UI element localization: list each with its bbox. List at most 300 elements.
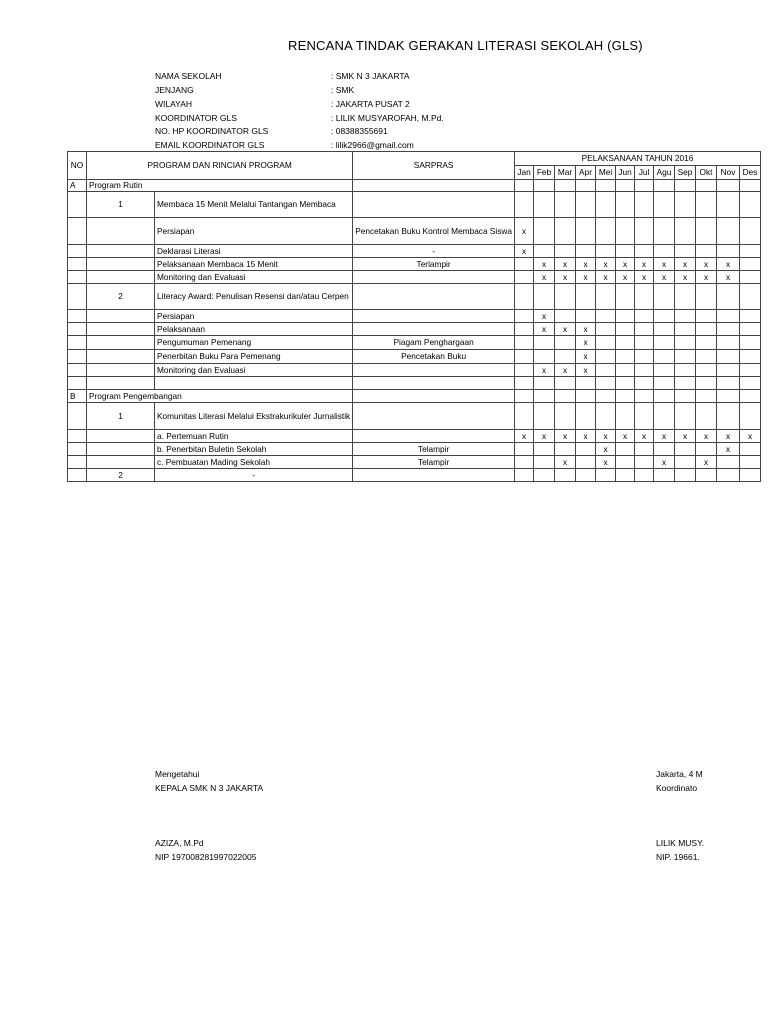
month-cell	[576, 456, 596, 469]
header-sarpras: SARPRAS	[353, 152, 515, 180]
month-cell	[555, 245, 576, 258]
month-cell	[675, 364, 696, 377]
info-value: : LILIK MUSYAROFAH, M.Pd.	[331, 113, 444, 123]
month-cell	[675, 403, 696, 430]
month-cell	[515, 180, 534, 192]
month-cell	[635, 456, 654, 469]
row-number	[68, 443, 87, 456]
sarpras-cell	[353, 180, 515, 192]
month-cell	[740, 377, 761, 390]
month-cell: x	[717, 443, 740, 456]
month-cell	[515, 271, 534, 284]
sarpras-cell: Telampir	[353, 456, 515, 469]
month-cell	[515, 284, 534, 310]
month-cell: x	[635, 430, 654, 443]
table-row	[68, 350, 761, 364]
month-cell	[616, 443, 635, 456]
month-cell	[576, 192, 596, 218]
month-cell	[740, 469, 761, 482]
sarpras-cell: Pencetakan Buku Kontrol Membaca Siswa	[353, 218, 515, 245]
program-label: Persiapan	[155, 218, 353, 245]
month-cell: x	[616, 258, 635, 271]
month-header: Agu	[654, 166, 675, 180]
month-cell	[740, 218, 761, 245]
sarpras-cell	[353, 192, 515, 218]
month-cell	[616, 218, 635, 245]
table-row	[68, 364, 761, 377]
month-cell	[675, 284, 696, 310]
month-cell	[740, 364, 761, 377]
month-cell	[596, 180, 616, 192]
sub-number	[87, 443, 155, 456]
month-cell	[635, 284, 654, 310]
month-cell: x	[576, 258, 596, 271]
month-cell	[534, 336, 555, 350]
month-cell: x	[654, 258, 675, 271]
month-cell: x	[534, 310, 555, 323]
row-number	[68, 323, 87, 336]
month-cell: x	[576, 271, 596, 284]
month-cell	[616, 350, 635, 364]
month-cell	[740, 258, 761, 271]
month-cell	[654, 310, 675, 323]
sarpras-cell: -	[353, 245, 515, 258]
month-cell	[675, 180, 696, 192]
info-value: : JAKARTA PUSAT 2	[331, 99, 410, 109]
month-cell	[635, 218, 654, 245]
document-title: RENCANA TINDAK GERAKAN LITERASI SEKOLAH (GLS)	[288, 38, 643, 53]
month-cell: x	[696, 271, 717, 284]
month-cell	[675, 443, 696, 456]
month-cell	[534, 377, 555, 390]
month-cell	[654, 218, 675, 245]
month-cell	[675, 310, 696, 323]
month-cell: x	[675, 271, 696, 284]
month-cell	[696, 310, 717, 323]
month-cell	[596, 403, 616, 430]
month-cell	[616, 456, 635, 469]
month-cell: x	[654, 271, 675, 284]
sub-number	[87, 456, 155, 469]
month-header: Sep	[675, 166, 696, 180]
sub-number: 1	[87, 403, 155, 430]
month-cell	[740, 336, 761, 350]
month-cell	[654, 336, 675, 350]
header-program: PROGRAM DAN RINCIAN PROGRAM	[87, 152, 353, 180]
month-cell	[515, 323, 534, 336]
info-label: WILAYAH	[155, 99, 192, 109]
month-cell	[534, 350, 555, 364]
month-cell	[717, 284, 740, 310]
program-label: Pelaksanaan	[155, 323, 353, 336]
section-label: Program Rutin	[87, 180, 353, 192]
month-cell	[555, 284, 576, 310]
month-cell	[555, 390, 576, 403]
header-no: NO	[68, 152, 87, 180]
month-cell	[717, 403, 740, 430]
month-cell	[576, 180, 596, 192]
sig-right-name: LILIK MUSY.	[656, 838, 705, 848]
month-cell	[635, 336, 654, 350]
month-cell: x	[596, 443, 616, 456]
info-label: KOORDINATOR GLS	[155, 113, 237, 123]
row-number	[68, 403, 87, 430]
month-cell	[555, 350, 576, 364]
row-number	[68, 456, 87, 469]
month-cell	[696, 364, 717, 377]
month-cell	[675, 377, 696, 390]
sarpras-cell	[353, 364, 515, 377]
month-cell	[740, 180, 761, 192]
month-cell	[515, 377, 534, 390]
sub-number	[87, 323, 155, 336]
table-row	[68, 284, 761, 310]
table-row	[68, 310, 761, 323]
row-number	[68, 284, 87, 310]
month-cell	[740, 284, 761, 310]
month-cell	[654, 245, 675, 258]
info-label: NO. HP KOORDINATOR GLS	[155, 126, 269, 136]
month-cell	[616, 284, 635, 310]
month-cell	[515, 456, 534, 469]
month-cell	[576, 245, 596, 258]
month-cell	[717, 192, 740, 218]
info-value: : SMK N 3 JAKARTA	[331, 71, 410, 81]
program-label: Penerbitan Buku Para Pemenang	[155, 350, 353, 364]
month-cell	[696, 284, 717, 310]
sub-number: 1	[87, 192, 155, 218]
sarpras-cell	[353, 377, 515, 390]
month-cell	[635, 364, 654, 377]
month-cell	[654, 350, 675, 364]
month-cell	[696, 245, 717, 258]
sub-number	[87, 218, 155, 245]
month-cell: x	[534, 364, 555, 377]
action-plan-table	[67, 151, 761, 482]
sarpras-cell	[353, 310, 515, 323]
program-label: b. Penerbitan Buletin Sekolah	[155, 443, 353, 456]
month-cell	[635, 469, 654, 482]
month-cell: x	[654, 456, 675, 469]
month-cell	[596, 336, 616, 350]
month-cell	[555, 443, 576, 456]
month-cell: x	[635, 271, 654, 284]
month-cell: x	[654, 430, 675, 443]
month-cell: x	[534, 271, 555, 284]
month-cell	[576, 390, 596, 403]
month-cell	[654, 443, 675, 456]
month-cell	[654, 192, 675, 218]
month-cell	[555, 310, 576, 323]
month-cell: x	[696, 430, 717, 443]
month-cell	[717, 364, 740, 377]
sig-left-line1: Mengetahui	[155, 769, 200, 779]
month-cell	[616, 180, 635, 192]
month-cell	[534, 192, 555, 218]
month-cell	[555, 218, 576, 245]
sub-number: 2	[87, 469, 155, 482]
month-cell	[635, 245, 654, 258]
month-cell	[740, 192, 761, 218]
month-cell: x	[515, 430, 534, 443]
month-cell	[696, 403, 717, 430]
sarpras-cell	[353, 323, 515, 336]
month-cell	[717, 469, 740, 482]
month-cell: x	[555, 258, 576, 271]
month-cell	[696, 390, 717, 403]
month-cell	[515, 192, 534, 218]
table-row	[68, 180, 761, 192]
month-cell	[654, 284, 675, 310]
row-number	[68, 430, 87, 443]
row-number	[68, 245, 87, 258]
month-cell	[555, 377, 576, 390]
table-row	[68, 390, 761, 403]
sub-number	[87, 310, 155, 323]
month-cell	[616, 310, 635, 323]
info-value: : 08388355691	[331, 126, 388, 136]
month-cell	[740, 403, 761, 430]
month-cell	[596, 390, 616, 403]
sub-number	[87, 336, 155, 350]
table-row	[68, 336, 761, 350]
program-label: Persiapan	[155, 310, 353, 323]
program-label: a. Pertemuan Rutin	[155, 430, 353, 443]
month-cell: x	[596, 430, 616, 443]
info-label: JENJANG	[155, 85, 194, 95]
sarpras-cell: Piagam Penghargaan	[353, 336, 515, 350]
month-cell: x	[576, 323, 596, 336]
sub-number	[87, 430, 155, 443]
sarpras-cell	[353, 390, 515, 403]
month-cell	[675, 192, 696, 218]
month-cell	[740, 310, 761, 323]
month-cell	[675, 390, 696, 403]
month-cell: x	[555, 430, 576, 443]
month-header: Mei	[596, 166, 616, 180]
month-cell	[555, 403, 576, 430]
month-cell	[515, 350, 534, 364]
row-number: B	[68, 390, 87, 403]
month-cell	[635, 390, 654, 403]
month-cell	[534, 180, 555, 192]
month-cell	[576, 469, 596, 482]
sig-right-line2: Koordinato	[656, 783, 698, 793]
sig-right-line1: Jakarta, 4 M	[656, 769, 703, 779]
month-cell: x	[717, 430, 740, 443]
month-cell: x	[696, 456, 717, 469]
table-row	[68, 469, 761, 482]
month-cell	[654, 390, 675, 403]
sarpras-cell	[353, 403, 515, 430]
table-row	[68, 192, 761, 218]
month-cell: x	[596, 456, 616, 469]
month-cell	[596, 218, 616, 245]
month-cell	[740, 443, 761, 456]
row-number	[68, 364, 87, 377]
row-number	[68, 336, 87, 350]
month-header: Apr	[576, 166, 596, 180]
month-cell	[616, 245, 635, 258]
month-cell: x	[576, 336, 596, 350]
sub-number	[87, 364, 155, 377]
table-row	[68, 403, 761, 430]
month-cell	[717, 456, 740, 469]
month-cell	[696, 192, 717, 218]
month-cell	[515, 403, 534, 430]
month-cell	[616, 377, 635, 390]
month-cell: x	[616, 430, 635, 443]
month-cell	[717, 180, 740, 192]
month-cell	[515, 258, 534, 271]
sarpras-cell: Pencetakan Buku	[353, 350, 515, 364]
sarpras-cell	[353, 430, 515, 443]
month-cell	[654, 469, 675, 482]
month-cell	[717, 310, 740, 323]
month-cell	[654, 180, 675, 192]
month-cell	[616, 336, 635, 350]
month-cell	[555, 192, 576, 218]
month-cell	[515, 364, 534, 377]
month-cell	[675, 245, 696, 258]
month-cell	[717, 323, 740, 336]
month-cell	[555, 180, 576, 192]
month-cell	[596, 284, 616, 310]
month-cell	[635, 350, 654, 364]
month-cell	[596, 377, 616, 390]
month-cell: x	[596, 271, 616, 284]
month-cell	[616, 403, 635, 430]
program-label: Literacy Award: Penulisan Resensi dan/atau Cerpen	[155, 284, 353, 310]
month-cell	[717, 350, 740, 364]
month-cell	[654, 377, 675, 390]
sub-number	[87, 377, 155, 390]
month-cell	[616, 390, 635, 403]
month-cell	[696, 443, 717, 456]
row-number	[68, 469, 87, 482]
info-label: EMAIL KOORDINATOR GLS	[155, 140, 265, 150]
sarpras-cell: Telampir	[353, 443, 515, 456]
month-cell	[596, 310, 616, 323]
header-pelaksanaan: PELAKSANAAN TAHUN 2016	[515, 152, 761, 166]
month-cell	[696, 218, 717, 245]
sarpras-cell	[353, 284, 515, 310]
month-cell	[635, 310, 654, 323]
month-cell: x	[635, 258, 654, 271]
month-cell	[596, 350, 616, 364]
month-cell	[596, 245, 616, 258]
month-cell: x	[675, 258, 696, 271]
month-header: Nov	[717, 166, 740, 180]
month-cell: x	[696, 258, 717, 271]
month-cell	[696, 377, 717, 390]
month-cell: x	[576, 350, 596, 364]
table-row	[68, 430, 761, 443]
month-cell: x	[717, 271, 740, 284]
program-label: Deklarasi Literasi	[155, 245, 353, 258]
program-label: Membaca 15 Menit Melalui Tantangan Membaca	[155, 192, 353, 218]
month-cell	[675, 456, 696, 469]
month-cell	[635, 377, 654, 390]
month-cell	[616, 364, 635, 377]
month-header: Jul	[635, 166, 654, 180]
month-cell	[635, 403, 654, 430]
month-cell	[534, 456, 555, 469]
month-cell: x	[515, 218, 534, 245]
month-cell	[740, 350, 761, 364]
month-cell: x	[576, 364, 596, 377]
month-cell	[740, 456, 761, 469]
month-cell	[635, 443, 654, 456]
row-number	[68, 271, 87, 284]
row-number	[68, 377, 87, 390]
section-label: Program Pengembangan	[87, 390, 353, 403]
month-cell	[740, 390, 761, 403]
month-cell	[740, 271, 761, 284]
month-cell: x	[534, 430, 555, 443]
month-cell	[596, 364, 616, 377]
sub-number	[87, 350, 155, 364]
month-cell: x	[717, 258, 740, 271]
table-row	[68, 456, 761, 469]
month-cell	[696, 350, 717, 364]
month-cell: x	[534, 323, 555, 336]
month-cell	[534, 443, 555, 456]
month-header: Feb	[534, 166, 555, 180]
month-cell: x	[534, 258, 555, 271]
sig-right-nip: NIP. 19661.	[656, 852, 700, 862]
month-cell	[576, 310, 596, 323]
row-number: A	[68, 180, 87, 192]
month-cell: x	[555, 364, 576, 377]
month-cell: x	[740, 430, 761, 443]
row-number	[68, 310, 87, 323]
program-label: Pelaksanaan Membaca 15 Menit	[155, 258, 353, 271]
month-cell	[717, 390, 740, 403]
month-cell: x	[616, 271, 635, 284]
month-cell: x	[555, 271, 576, 284]
sig-left-line2: KEPALA SMK N 3 JAKARTA	[155, 783, 264, 793]
program-label: Pengumuman Pemenang	[155, 336, 353, 350]
month-cell	[675, 218, 696, 245]
program-label: c. Pembuatan Mading Sekolah	[155, 456, 353, 469]
month-cell	[654, 403, 675, 430]
month-cell: x	[555, 323, 576, 336]
month-cell	[654, 323, 675, 336]
table-row	[68, 443, 761, 456]
month-cell	[675, 350, 696, 364]
month-cell	[616, 469, 635, 482]
program-label: Monitoring dan Evaluasi	[155, 364, 353, 377]
sub-number	[87, 271, 155, 284]
row-number	[68, 258, 87, 271]
sig-left-name: AZIZA, M.Pd	[155, 838, 204, 848]
month-header: Des	[740, 166, 761, 180]
row-number	[68, 350, 87, 364]
month-cell: x	[555, 456, 576, 469]
month-cell	[576, 377, 596, 390]
month-cell	[717, 336, 740, 350]
month-cell	[675, 469, 696, 482]
month-cell	[654, 364, 675, 377]
month-cell	[696, 180, 717, 192]
month-cell	[740, 323, 761, 336]
month-cell	[696, 336, 717, 350]
month-cell	[635, 192, 654, 218]
month-header: Jun	[616, 166, 635, 180]
sarpras-cell	[353, 469, 515, 482]
month-cell	[555, 469, 576, 482]
